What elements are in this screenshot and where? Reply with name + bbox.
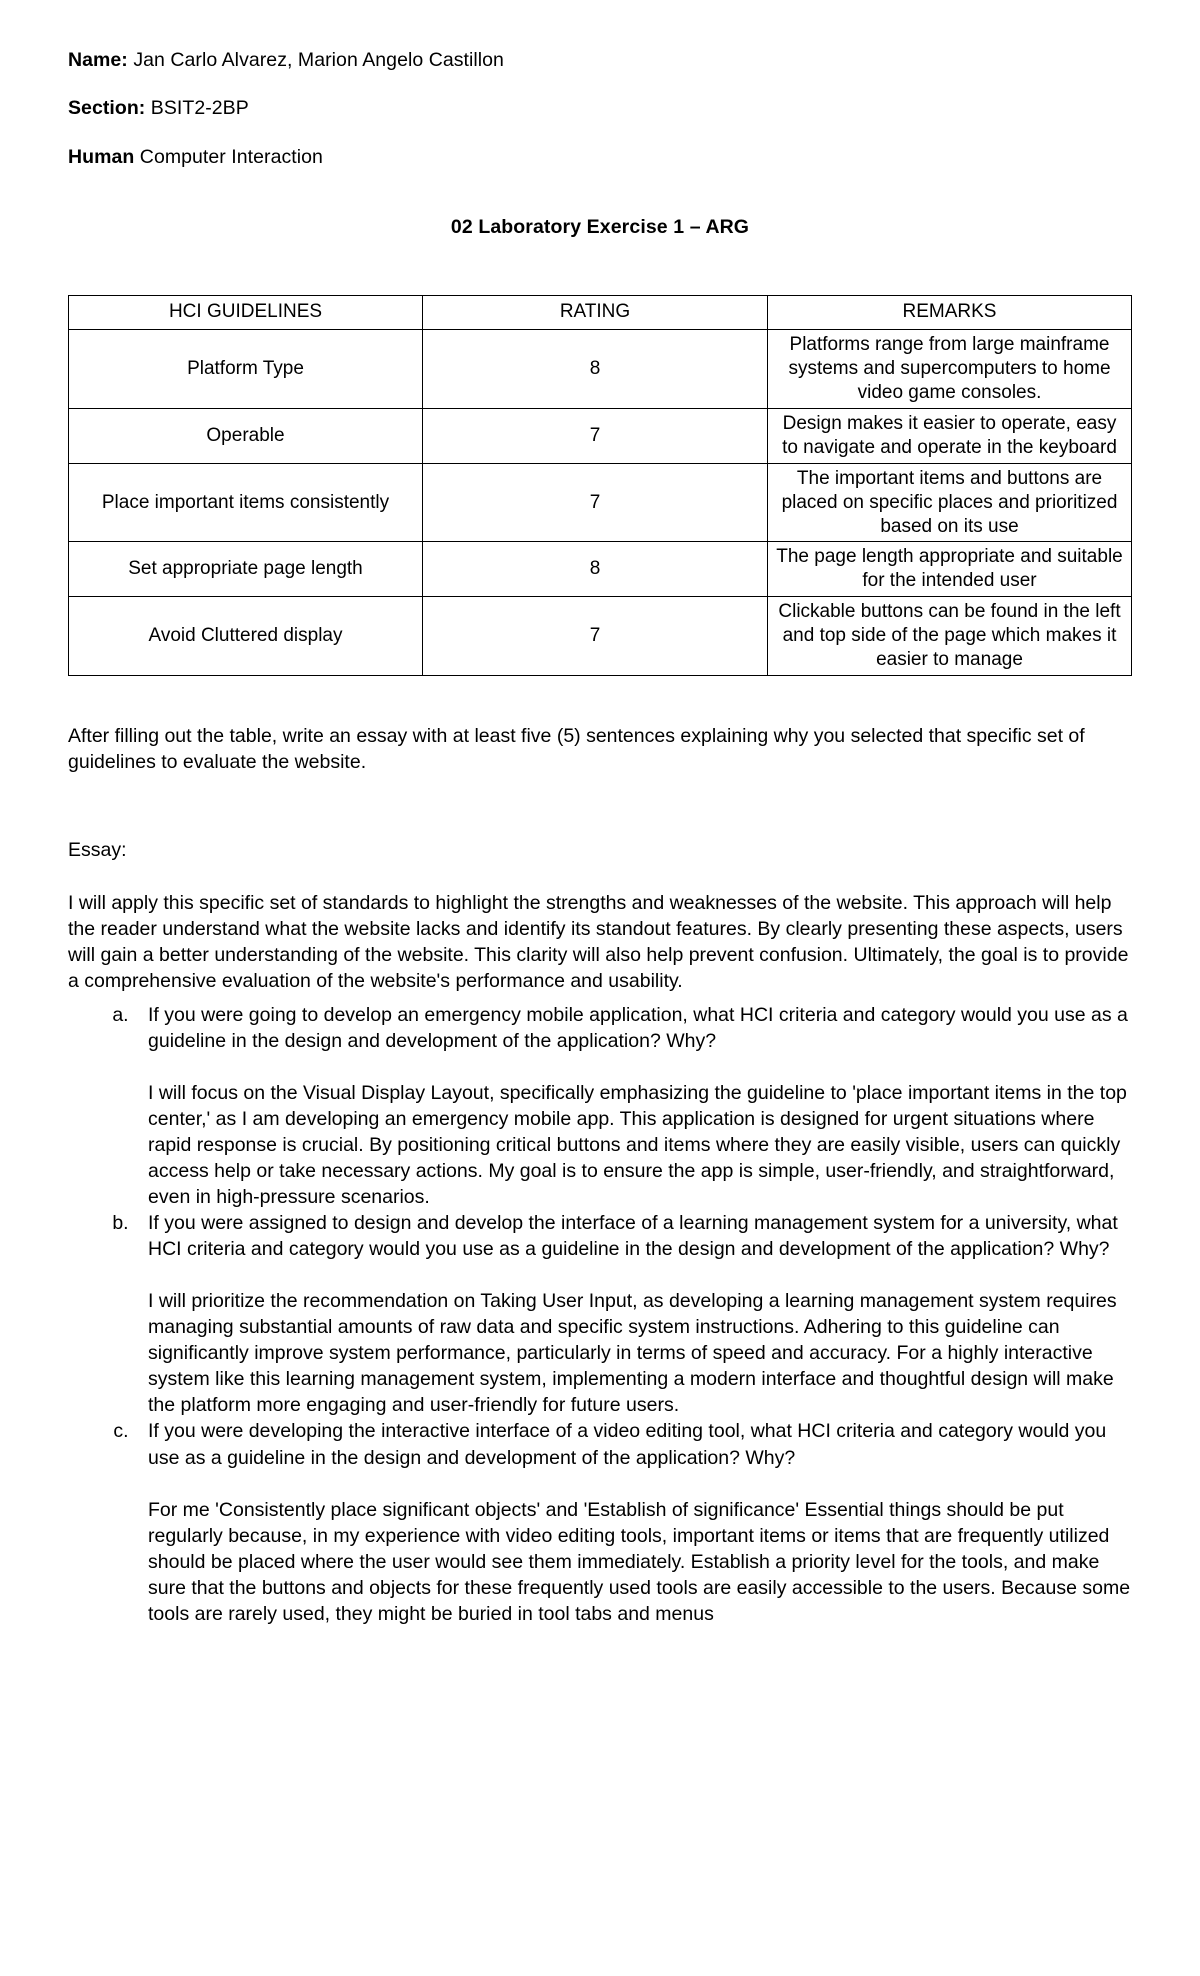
cell-guideline: Place important items consistently (69, 463, 423, 542)
page-title: 02 Laboratory Exercise 1 – ARG (450, 216, 750, 239)
cell-rating: 7 (423, 463, 768, 542)
instruction-paragraph: After filling out the table, write an essay with at least five (5) sentences explaining why you selected that specific set of guidelines to evaluate the website. (68, 725, 1085, 774)
section-value: BSIT2-2BP (145, 97, 249, 120)
cell-remarks: Clickable buttons can be found in the left and top side of the page which makes it easier to manage (768, 597, 1132, 676)
cell-rating: 7 (423, 597, 768, 676)
table-row (69, 329, 1132, 408)
student-name-line (68, 48, 1132, 73)
list-item (134, 1002, 1132, 1210)
table-row (69, 542, 1132, 597)
course-value: Computer Interaction (134, 145, 323, 168)
table-header-row (69, 296, 1132, 330)
question-text: b. If you were assigned to design and develop the interface of a learning management system for a university, what HCI criteria and category would you use as a guideline in the design and development of the application? Why? (148, 1212, 1118, 1261)
column-header-guidelines: HCI GUIDELINES (69, 296, 423, 330)
essay-label: Essay: (68, 839, 127, 861)
cell-remarks: Design makes it easier to operate, easy to navigate and operate in the keyboard (768, 408, 1132, 463)
student-name-label: Name: (68, 49, 128, 71)
question-text: c. If you were developing the interactive interface of a video editing tool, what HCI criteria and category would you use as a guideline in the design and development of the application? Why? (148, 1420, 1107, 1469)
cell-rating: 8 (423, 329, 768, 408)
student-name-value: Jan Carlo Alvarez, Marion Angelo Castillon (127, 49, 504, 71)
answer-text: I will prioritize the recommendation on Taking User Input, as developing a learning management system requires managing substantial amounts of raw data and specific system instructions. Adhering to this guideline can significantly improve system performance, particularly in terms of speed and accuracy. For a highly interactive system like this learning management system, implementing a modern interface and thoughtful design will make the platform more engaging and user-friendly for future users. (148, 1290, 1117, 1417)
section-line (68, 96, 1132, 121)
list-item (134, 1418, 1132, 1626)
cell-remarks: Platforms range from large mainframe systems and supercomputers to home video game consoles. (768, 329, 1132, 408)
cell-guideline: Set appropriate page length (69, 542, 423, 597)
answer-text: For me 'Consistently place significant objects' and 'Establish of significance' Essential things should be put regularly because, in my experience with video editing tools, important items or items that are frequently utilized should be placed where the user would see them immediately. Establish a priority level for the tools, and make sure that the buttons and objects for these frequently used tools are easily accessible to the users. Because some tools are rarely used, they might be buried in tool tabs and menus (148, 1498, 1131, 1625)
cell-guideline: Avoid Cluttered display (69, 597, 423, 676)
column-header-remarks: REMARKS (768, 296, 1132, 330)
table-row (69, 597, 1132, 676)
essay-paragraph: I will apply this specific set of standards to highlight the strengths and weaknesses of the website. This approach will help the reader understand what the website lacks and identify its standout features. By clearly presenting these aspects, users will gain a better understanding of the website. This clarity will also help prevent confusion. Ultimately, the goal is to provide a comprehensive evaluation of the website's performance and usability. (68, 891, 1129, 993)
table-row (69, 463, 1132, 542)
column-header-rating: RATING (423, 296, 768, 330)
cell-rating: 8 (423, 542, 768, 597)
question-list (68, 1002, 1132, 1627)
cell-remarks: The page length appropriate and suitable for the intended user (768, 542, 1132, 597)
cell-rating: 7 (423, 408, 768, 463)
course-line (68, 145, 1132, 170)
course-label: Human (68, 145, 135, 168)
cell-guideline: Platform Type (69, 329, 423, 408)
list-item (134, 1210, 1132, 1418)
hci-guidelines-table (68, 295, 1132, 676)
table-row (69, 408, 1132, 463)
answer-text: I will focus on the Visual Display Layout, specifically emphasizing the guideline to 'place important items in the top center,' as I am developing an emergency mobile app. This application is designed for urgent situations where rapid response is crucial. By positioning critical buttons and items where they are easily visible, users can quickly access help or take necessary actions. My goal is to ensure the app is simple, user-friendly, and straightforward, even in high-pressure scenarios. (148, 1082, 1127, 1209)
question-text: a. If you were going to develop an emergency mobile application, what HCI criteria and category would you use as a guideline in the design and development of the application? Why? (148, 1004, 1128, 1053)
cell-remarks: The important items and buttons are placed on specific places and prioritized based on its use (768, 463, 1132, 542)
cell-guideline: Operable (69, 408, 423, 463)
section-label: Section: (68, 97, 146, 120)
